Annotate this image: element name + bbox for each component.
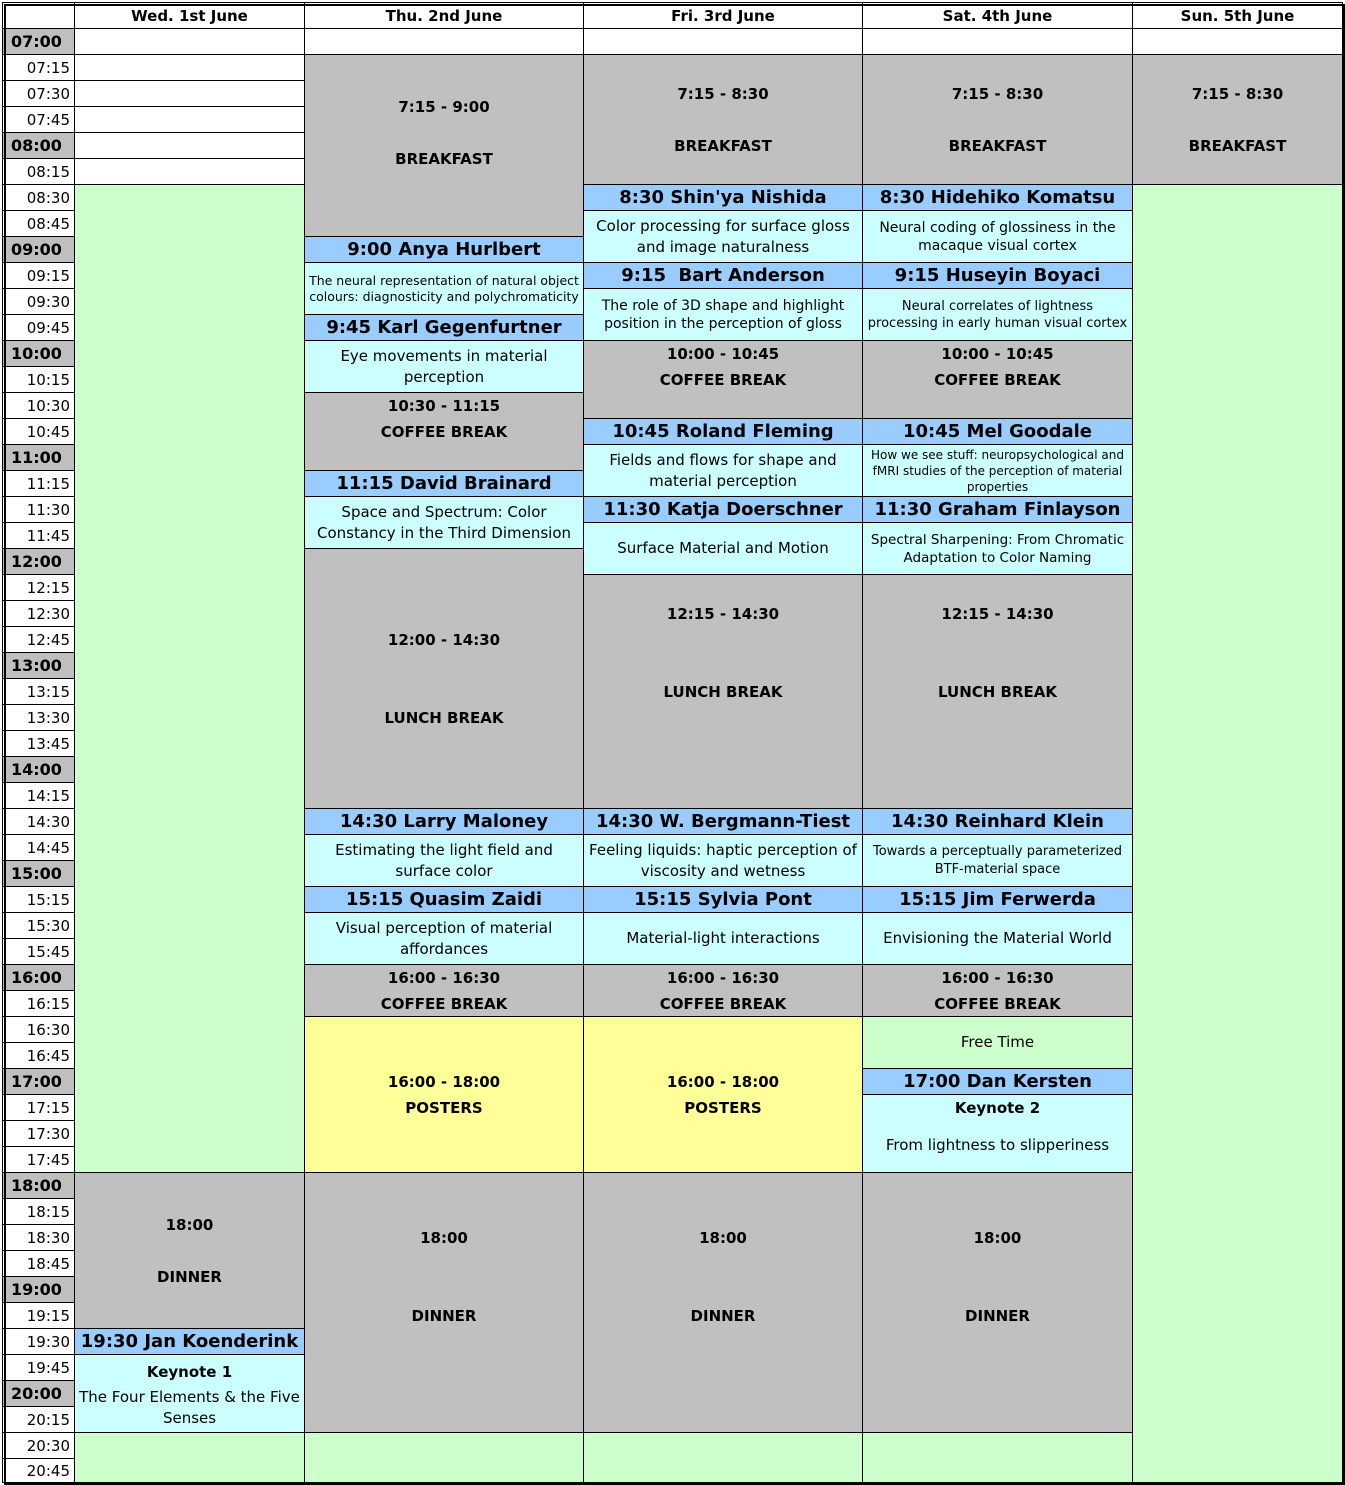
quarter-hour-label: 20:30 (2, 1432, 75, 1459)
quarter-hour-label: 09:45 (2, 314, 75, 341)
keynote-block (862, 1094, 1133, 1173)
talk-block (862, 444, 1133, 497)
talk-speaker-header: 19:30 Jan Koenderink (74, 1328, 305, 1355)
quarter-hour-label: 07:15 (2, 54, 75, 81)
talk-speaker-header: 9:00 Anya Hurlbert (304, 236, 584, 263)
hour-label: 13:00 (2, 652, 75, 679)
quarter-hour-label: 13:15 (2, 678, 75, 705)
lunch-break-block (304, 548, 584, 809)
talk-block (583, 444, 863, 497)
coffee-break-time: 16:00 - 16:30 (387, 968, 501, 987)
posters-label: POSTERS (405, 1098, 483, 1117)
day-header-fri: Fri. 3rd June (583, 2, 863, 29)
coffee-break-time: 10:00 - 10:45 (666, 345, 780, 363)
breakfast-time: 7:15 - 9:00 (398, 97, 490, 116)
talk-block (583, 912, 863, 965)
breakfast-block (1132, 54, 1343, 185)
lunch-break-block (583, 574, 863, 809)
quarter-hour-label: 13:45 (2, 730, 75, 757)
dinner-time: 18:00 (973, 1228, 1022, 1247)
quarter-hour-label: 07:45 (2, 106, 75, 133)
coffee-break-label: COFFEE BREAK (380, 994, 508, 1013)
conference-schedule-grid (2, 2, 1343, 1483)
talk-title: Eye movements in material perception (340, 346, 548, 386)
coffee-break-block (304, 392, 584, 471)
quarter-hour-label: 15:45 (2, 938, 75, 965)
coffee-break-time: 16:00 - 16:30 (666, 968, 780, 987)
talk-block (304, 496, 584, 549)
talk-title: The role of 3D shape and highlight position in the perception of gloss (601, 297, 845, 332)
coffee-break-label: COFFEE BREAK (934, 371, 1061, 389)
talk-speaker-header: 9:45 Karl Gegenfurtner (304, 314, 584, 341)
posters-block (583, 1016, 863, 1173)
free-time-block (862, 1016, 1133, 1069)
lunch-break-label: LUNCH BREAK (937, 683, 1057, 701)
quarter-hour-label: 12:30 (2, 600, 75, 627)
talk-speaker-header: 17:00 Dan Kersten (862, 1068, 1133, 1095)
hour-label: 12:00 (2, 548, 75, 575)
posters-time: 16:00 - 18:00 (387, 1072, 501, 1091)
quarter-hour-label: 18:15 (2, 1198, 75, 1225)
empty-slot (304, 28, 584, 55)
talk-speaker-header: 10:45 Mel Goodale (862, 418, 1133, 445)
talk-speaker-header: 15:15 Jim Ferwerda (862, 886, 1133, 913)
hour-label: 19:00 (2, 1276, 75, 1303)
lunch-break-time: 12:15 - 14:30 (941, 605, 1054, 623)
dinner-label: DINNER (965, 1306, 1030, 1325)
talk-title: Towards a perceptually parameterized BTF-material space (872, 843, 1123, 877)
quarter-hour-label: 19:15 (2, 1302, 75, 1329)
coffee-break-time: 10:30 - 11:15 (387, 397, 501, 415)
quarter-hour-label: 15:30 (2, 912, 75, 939)
breakfast-time: 7:15 - 8:30 (677, 84, 769, 103)
empty-slot (1132, 28, 1343, 55)
quarter-hour-label: 19:45 (2, 1354, 75, 1381)
coffee-break-time: 16:00 - 16:30 (941, 968, 1054, 987)
talk-title: Feeling liquids: haptic perception of viscosity and wetness (589, 840, 857, 880)
quarter-hour-label: 08:30 (2, 184, 75, 211)
talk-title: The Four Elements & the Five Senses (79, 1387, 300, 1427)
talk-title: Spectral Sharpening: From Chromatic Adaptation to Color Naming (870, 531, 1125, 566)
quarter-hour-label: 16:30 (2, 1016, 75, 1043)
quarter-hour-label: 16:15 (2, 990, 75, 1017)
hour-label: 16:00 (2, 964, 75, 991)
hour-label: 08:00 (2, 132, 75, 159)
quarter-hour-label: 18:45 (2, 1250, 75, 1277)
quarter-hour-label: 19:30 (2, 1328, 75, 1355)
quarter-hour-label: 17:30 (2, 1120, 75, 1147)
quarter-hour-label: 08:45 (2, 210, 75, 237)
talk-block (304, 262, 584, 315)
free-time-block (583, 1432, 863, 1483)
dinner-block (862, 1172, 1133, 1433)
coffee-break-block (304, 964, 584, 1017)
breakfast-block (583, 54, 863, 185)
breakfast-label: BREAKFAST (674, 136, 772, 155)
talk-title: Envisioning the Material World (883, 929, 1112, 947)
talk-speaker-header: 9:15 Bart Anderson (583, 262, 863, 289)
talk-title: Estimating the light field and surface color (335, 840, 553, 880)
empty-slot (74, 80, 305, 107)
keynote-label: Keynote 2 (954, 1099, 1041, 1117)
coffee-break-block (583, 340, 863, 419)
quarter-hour-label: 12:45 (2, 626, 75, 653)
free-time-block (862, 1432, 1133, 1483)
talk-speaker-header: 9:15 Huseyin Boyaci (862, 262, 1133, 289)
quarter-hour-label: 11:15 (2, 470, 75, 497)
empty-slot (74, 132, 305, 159)
quarter-hour-label: 10:30 (2, 392, 75, 419)
dinner-time: 18:00 (420, 1228, 468, 1247)
keynote-block (74, 1354, 305, 1433)
coffee-break-time: 10:00 - 10:45 (941, 345, 1054, 363)
talk-title: Neural correlates of lightness processing in early human visual cortex (867, 298, 1128, 331)
talk-title: Color processing for surface gloss and image naturalness (596, 216, 850, 256)
talk-block (583, 522, 863, 575)
breakfast-label: BREAKFAST (1188, 136, 1287, 155)
free-time-label: Free Time (960, 1033, 1035, 1051)
coffee-break-block (862, 340, 1133, 419)
quarter-hour-label: 17:15 (2, 1094, 75, 1121)
talk-block (862, 288, 1133, 341)
breakfast-time: 7:15 - 8:30 (1191, 84, 1284, 103)
empty-slot (74, 54, 305, 81)
hour-label: 17:00 (2, 1068, 75, 1095)
empty-slot (862, 28, 1133, 55)
talk-title: Neural coding of glossiness in the macaque visual cortex (879, 219, 1116, 254)
free-time-block (74, 184, 305, 1173)
hour-label: 07:00 (2, 28, 75, 55)
free-time-block (304, 1432, 584, 1483)
quarter-hour-label: 09:30 (2, 288, 75, 315)
quarter-hour-label: 14:45 (2, 834, 75, 861)
talk-title: How we see stuff: neuropsychological and fMRI studies of the perception of material properties (871, 447, 1124, 494)
free-time-block (1132, 184, 1343, 1483)
hour-label: 10:00 (2, 340, 75, 367)
breakfast-block (304, 54, 584, 237)
quarter-hour-label: 11:45 (2, 522, 75, 549)
quarter-hour-label: 16:45 (2, 1042, 75, 1069)
quarter-hour-label: 18:30 (2, 1224, 75, 1251)
hour-label: 11:00 (2, 444, 75, 471)
talk-speaker-header: 10:45 Roland Fleming (583, 418, 863, 445)
posters-time: 16:00 - 18:00 (666, 1072, 780, 1091)
dinner-time: 18:00 (165, 1215, 214, 1234)
lunch-break-label: LUNCH BREAK (384, 708, 504, 727)
quarter-hour-label: 20:45 (2, 1458, 75, 1483)
quarter-hour-label: 08:15 (2, 158, 75, 185)
empty-slot (583, 28, 863, 55)
breakfast-time: 7:15 - 8:30 (951, 84, 1044, 103)
talk-speaker-header: 14:30 Reinhard Klein (862, 808, 1133, 835)
talk-title: Space and Spectrum: Color Constancy in the Third Dimension (316, 502, 572, 542)
lunch-break-time: 12:00 - 14:30 (387, 630, 501, 649)
talk-block (583, 210, 863, 263)
lunch-break-time: 12:15 - 14:30 (666, 605, 780, 623)
hour-label: 14:00 (2, 756, 75, 783)
talk-block (304, 834, 584, 887)
hour-label: 18:00 (2, 1172, 75, 1199)
day-header-thu: Thu. 2nd June (304, 2, 584, 29)
free-time-block (74, 1432, 305, 1483)
talk-title: The neural representation of natural object colours: diagnosticity and polychromaticity (309, 272, 579, 304)
talk-block (862, 912, 1133, 965)
talk-block (862, 834, 1133, 887)
breakfast-label: BREAKFAST (948, 136, 1047, 155)
coffee-break-label: COFFEE BREAK (380, 423, 508, 441)
empty-slot (74, 28, 305, 55)
coffee-break-label: COFFEE BREAK (659, 994, 787, 1013)
dinner-block (583, 1172, 863, 1433)
empty-slot (74, 158, 305, 185)
talk-title: From lightness to slipperiness (885, 1136, 1110, 1154)
posters-label: POSTERS (684, 1098, 762, 1117)
empty-slot (74, 106, 305, 133)
quarter-hour-label: 10:15 (2, 366, 75, 393)
talk-speaker-header: 8:30 Shin'ya Nishida (583, 184, 863, 211)
coffee-break-label: COFFEE BREAK (934, 994, 1061, 1013)
coffee-break-label: COFFEE BREAK (659, 371, 787, 389)
quarter-hour-label: 20:15 (2, 1406, 75, 1433)
lunch-break-block (862, 574, 1133, 809)
talk-block (862, 522, 1133, 575)
talk-block (583, 288, 863, 341)
dinner-block (304, 1172, 584, 1433)
talk-speaker-header: 14:30 W. Bergmann-Tiest (583, 808, 863, 835)
hour-label: 20:00 (2, 1380, 75, 1407)
keynote-label: Keynote 1 (146, 1362, 233, 1381)
talk-title: Material-light interactions (626, 929, 820, 947)
quarter-hour-label: 17:45 (2, 1146, 75, 1173)
talk-speaker-header: 15:15 Quasim Zaidi (304, 886, 584, 913)
dinner-label: DINNER (157, 1267, 222, 1286)
lunch-break-label: LUNCH BREAK (663, 683, 783, 701)
quarter-hour-label: 10:45 (2, 418, 75, 445)
talk-block (304, 912, 584, 965)
posters-block (304, 1016, 584, 1173)
quarter-hour-label: 09:15 (2, 262, 75, 289)
breakfast-block (862, 54, 1133, 185)
day-header-wed: Wed. 1st June (74, 2, 305, 29)
quarter-hour-label: 15:15 (2, 886, 75, 913)
talk-speaker-header: 15:15 Sylvia Pont (583, 886, 863, 913)
talk-block (583, 834, 863, 887)
talk-speaker-header: 14:30 Larry Maloney (304, 808, 584, 835)
quarter-hour-label: 13:30 (2, 704, 75, 731)
dinner-label: DINNER (690, 1306, 756, 1325)
dinner-label: DINNER (411, 1306, 477, 1325)
hour-label: 09:00 (2, 236, 75, 263)
coffee-break-block (583, 964, 863, 1017)
quarter-hour-label: 12:15 (2, 574, 75, 601)
quarter-hour-label: 11:30 (2, 496, 75, 523)
quarter-hour-label: 07:30 (2, 80, 75, 107)
talk-title: Visual perception of material affordances (335, 918, 553, 958)
quarter-hour-label: 14:30 (2, 808, 75, 835)
dinner-time: 18:00 (699, 1228, 747, 1247)
dinner-block (74, 1172, 305, 1329)
talk-speaker-header: 11:15 David Brainard (304, 470, 584, 497)
coffee-break-block (862, 964, 1133, 1017)
talk-title: Fields and flows for shape and material perception (609, 450, 837, 490)
hour-label: 15:00 (2, 860, 75, 887)
talk-block (304, 340, 584, 393)
day-header-sun: Sun. 5th June (1132, 2, 1343, 29)
breakfast-label: BREAKFAST (395, 149, 493, 168)
day-header-sat: Sat. 4th June (862, 2, 1133, 29)
talk-speaker-header: 8:30 Hidehiko Komatsu (862, 184, 1133, 211)
quarter-hour-label: 14:15 (2, 782, 75, 809)
talk-speaker-header: 11:30 Katja Doerschner (583, 496, 863, 523)
talk-block (862, 210, 1133, 263)
talk-speaker-header: 11:30 Graham Finlayson (862, 496, 1133, 523)
talk-title: Surface Material and Motion (617, 539, 829, 557)
corner-cell (2, 2, 75, 29)
